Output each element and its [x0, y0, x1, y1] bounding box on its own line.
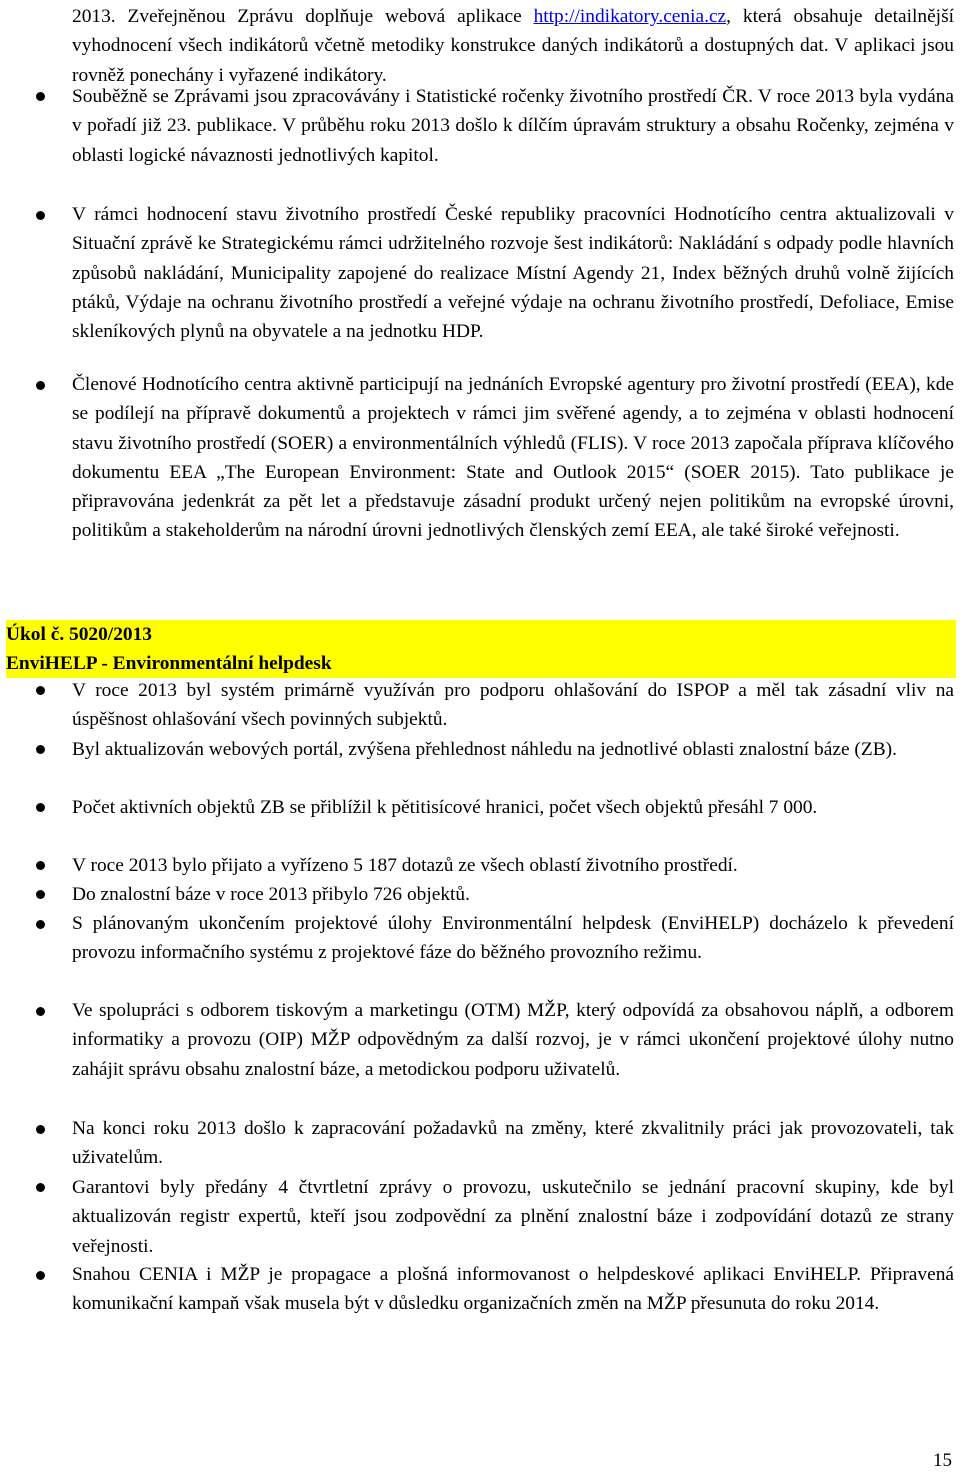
quarterly-reports-bullet: Garantovi byly předány 4 čtvrtletní zprávy o provozu, uskutečnilo se jednání pracovní skupiny, kde byl aktualizován registr expertů, kteří jsou zodpovědní za plnění znalostní báze i zodpovídání dotazů ze strany veřejnosti.: [72, 1177, 954, 1257]
bullet-dot: [36, 381, 45, 390]
active-objects-bullet: Počet aktivních objektů ZB se přiblížil k pětitisícové hranici, počet všech objektů přesáhl 7 000.: [72, 797, 818, 818]
bullet-dot: [36, 920, 45, 929]
promotion-bullet: Snahou CENIA i MŽP je propagace a plošná informovanost o helpdeskové aplikaci EnviHELP. Připravená komunikační kampaň však musela být v důsledku organizačních změn na MŽP přesunuta do roku 2014.: [72, 1264, 954, 1315]
bullet-dot: [36, 745, 45, 754]
bullet-dot: [36, 211, 45, 220]
bullet-dot: [36, 92, 45, 101]
bullet-dot: [36, 1125, 45, 1134]
intro-paragraph: [72, 2, 954, 90]
sustainable-development-bullet: V rámci hodnocení stavu životního prostředí České republiky pracovníci Hodnotícího centra aktualizovali v Situační zprávě ke Strategickému rámci udržitelného rozvoje šest indikátorů: Nakládání s odpady podle hlavních způsobů nakládání, Municipality zapojené do realizace Místní Agendy 21, Index běžných druhů volně žijících ptáků, Výdaje na ochranu životního prostředí a veřejné výdaje na ochranu životního prostředí, Defoliace, Emise skleníkových plynů na obyvatele a na jednotku HDP.: [72, 204, 954, 343]
ispop-bullet: V roce 2013 byl systém primárně využíván pro podporu ohlašování do ISPOP a měl tak zásadní vliv na úspěšnost ohlašování všech povinných subjektů.: [72, 680, 954, 731]
change-requests-bullet: Na konci roku 2013 došlo k zapracování požadavků na změny, které zkvalitnily práci jak provozovateli, tak uživatelům.: [72, 1118, 954, 1169]
cooperation-bullet: Ve spolupráci s odborem tiskovým a marketingu (OTM) MŽP, který odpovídá za obsahovou náplň, a odborem informatiky a provozu (OIP) MŽP odpovědným za další rozvoj, je v rámci ukončení projektové úlohy nutno zahájit správu obsahu znalostní báze, a metodickou podporu uživatelů.: [72, 1000, 954, 1080]
eea-cooperation-bullet: Členové Hodnotícího centra aktivně participují na jednáních Evropské agentury pro životní prostředí (EEA), kde se podílejí na přípravě dokumentů a projektech v rámci jim svěřené agendy, a to zejména v oblasti hodnocení stavu životního prostředí (SOER) a environmentálních výhledů (FLIS). V roce 2013 započala příprava klíčového dokumentu EEA „The European Environment: State and Outlook 2015“ (SOER 2015). Tato publikace je připravována jedenkrát za pět let a představuje zásadní produkt určený nejen politikům na evropské úrovni, politikům a stakeholderům na národní úrovni jednotlivých členských zemí EEA, ale také široké veřejnosti.: [72, 374, 954, 542]
bullet-dot: [36, 861, 45, 870]
intro-tail: , která obsahuje detailnější vyhodnocení všech indikátorů včetně metodiky konstrukce daných indikátorů a dostupných dat. V aplikaci jsou rovněž ponechány i vyřazené indikátory.: [72, 6, 954, 86]
page-number: 15: [933, 1450, 952, 1471]
bullet-dot: [36, 686, 45, 695]
statistical-yearbook-bullet: Souběžně se Zprávami jsou zpracovávány i Statistické ročenky životního prostředí ČR. V roce 2013 byla vydána v pořadí již 23. publikace. V průběhu roku 2013 došlo k dílčím úpravám struktury a obsahu Ročenky, zejména v oblasti logické návaznosti jednotlivých kapitol.: [72, 86, 954, 166]
new-objects-bullet: Do znalostní báze v roce 2013 přibylo 726 objektů.: [72, 884, 470, 905]
indicators-link[interactable]: http://indikatory.cenia.cz: [533, 6, 727, 27]
project-end-bullet: S plánovaným ukončením projektové úlohy Environmentální helpdesk (EnviHELP) docházelo k převedení provozu informačního systému z projektové fáze do běžného provozního režimu.: [72, 913, 954, 964]
portal-update-bullet: Byl aktualizován webových portál, zvýšena přehlednost náhledu na jednotlivé oblasti znalostní báze (ZB).: [72, 739, 897, 760]
task-label: Úkol č. 5020/2013: [6, 624, 152, 645]
task-title: EnviHELP - Environmentální helpdesk: [6, 653, 332, 674]
queries-bullet: V roce 2013 bylo přijato a vyřízeno 5 187 dotazů ze všech oblastí životního prostředí.: [72, 855, 738, 876]
bullet-dot: [36, 803, 45, 812]
bullet-dot: [36, 890, 45, 899]
bullet-dot: [36, 1271, 45, 1280]
intro-lead: 2013. Zveřejněnou Zprávu doplňuje webová aplikace: [72, 6, 534, 27]
bullet-dot: [36, 1007, 45, 1016]
task-heading: [6, 620, 956, 678]
bullet-dot: [36, 1183, 45, 1192]
